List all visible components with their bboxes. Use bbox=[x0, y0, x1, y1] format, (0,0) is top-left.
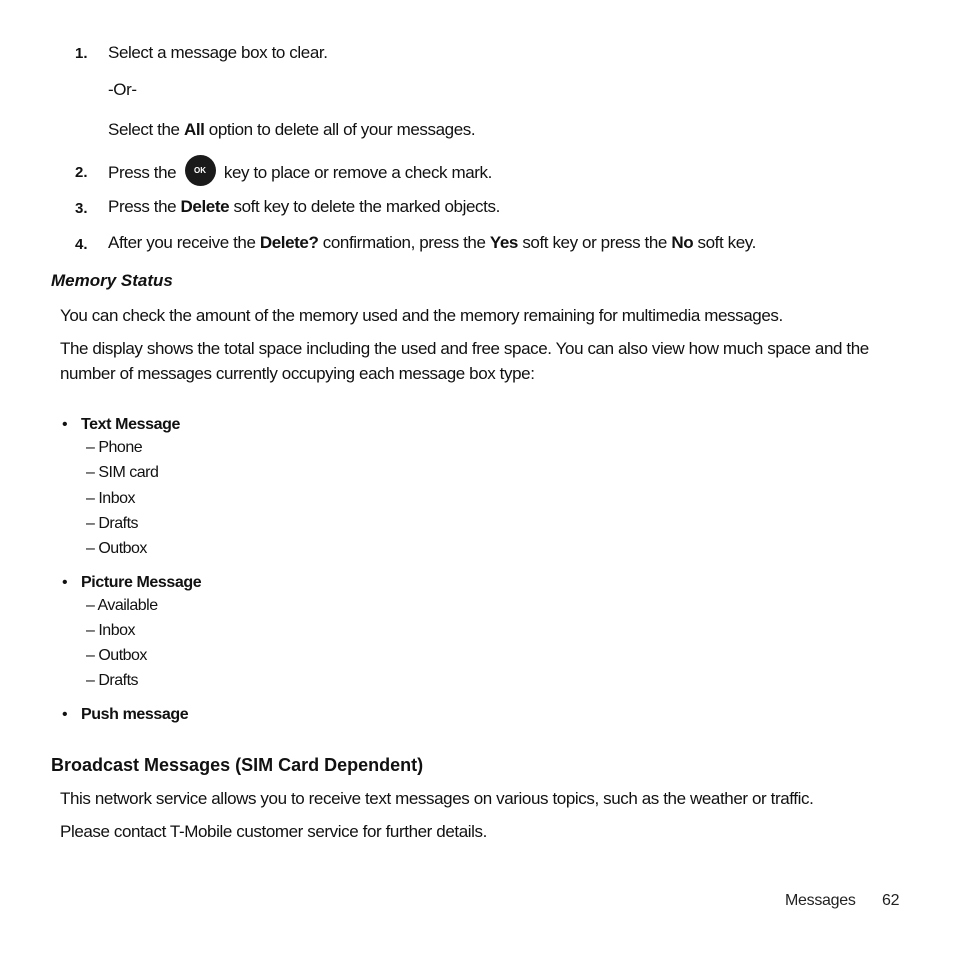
bullet-text-message: • bbox=[62, 416, 68, 433]
list-item: – SIM card bbox=[86, 464, 159, 481]
memory-status-para1: You can check the amount of the memory used and the memory remaining for multimedia messages. bbox=[60, 306, 783, 325]
bullet-push-message: • bbox=[62, 706, 68, 723]
ok-key-icon: OK bbox=[185, 155, 216, 186]
step-4-post: soft key. bbox=[693, 233, 756, 252]
step-1-number: 1. bbox=[75, 45, 88, 62]
step-4-mid2: soft key or press the bbox=[518, 233, 672, 252]
step-2-post: key to place or remove a check mark. bbox=[219, 162, 492, 182]
step-1-or: -Or- bbox=[108, 80, 137, 99]
footer-section-name: Messages bbox=[785, 892, 856, 909]
step-1-alt-post: option to delete all of your messages. bbox=[204, 120, 476, 139]
group-title-push-message: Push message bbox=[81, 706, 189, 723]
step-3-number: 3. bbox=[75, 200, 88, 217]
step-1-text: Select a message box to clear. bbox=[108, 43, 328, 62]
list-item: – Drafts bbox=[86, 515, 139, 532]
step-4-mid1: confirmation, press the bbox=[318, 233, 490, 252]
step-4-bold-delete: Delete? bbox=[259, 233, 319, 252]
step-4-text bbox=[108, 233, 756, 253]
group-title-text-message: Text Message bbox=[81, 416, 180, 433]
step-1-alt bbox=[108, 120, 475, 140]
list-item: – Inbox bbox=[86, 622, 135, 639]
list-item: – Available bbox=[86, 597, 158, 614]
step-2-pre: Press the bbox=[108, 162, 181, 182]
step-3-text bbox=[108, 197, 500, 217]
step-4-pre: After you receive the bbox=[108, 233, 260, 252]
step-3-bold: Delete bbox=[180, 197, 230, 216]
group-title-picture-message: Picture Message bbox=[81, 574, 202, 591]
step-1-alt-pre: Select the bbox=[108, 120, 184, 139]
step-4-bold-no: No bbox=[671, 233, 694, 252]
broadcast-heading: Broadcast Messages (SIM Card Dependent) bbox=[51, 755, 424, 775]
step-3-pre: Press the bbox=[108, 197, 181, 216]
bullet-picture-message: • bbox=[62, 574, 68, 591]
memory-status-para2-line2: number of messages currently occupying each message box type: bbox=[60, 364, 535, 383]
step-3-post: soft key to delete the marked objects. bbox=[229, 197, 500, 216]
list-item: – Drafts bbox=[86, 672, 139, 689]
list-item: – Outbox bbox=[86, 540, 147, 557]
memory-status-heading: Memory Status bbox=[51, 271, 173, 290]
broadcast-para1: This network service allows you to receive text messages on various topics, such as the weather or traffic. bbox=[60, 789, 814, 808]
step-2-number: 2. bbox=[75, 164, 88, 181]
step-2-text bbox=[108, 161, 492, 186]
step-1-alt-bold: All bbox=[183, 120, 205, 139]
step-4-bold-yes: Yes bbox=[489, 233, 518, 252]
footer-page-number: 62 bbox=[882, 892, 900, 909]
memory-status-para2-line1: The display shows the total space including the used and free space. You can also view how much space and the bbox=[60, 339, 869, 358]
list-item: – Inbox bbox=[86, 490, 135, 507]
step-4-number: 4. bbox=[75, 236, 88, 253]
broadcast-para2: Please contact T-Mobile customer service for further details. bbox=[60, 822, 487, 841]
list-item: – Phone bbox=[86, 439, 143, 456]
list-item: – Outbox bbox=[86, 647, 147, 664]
